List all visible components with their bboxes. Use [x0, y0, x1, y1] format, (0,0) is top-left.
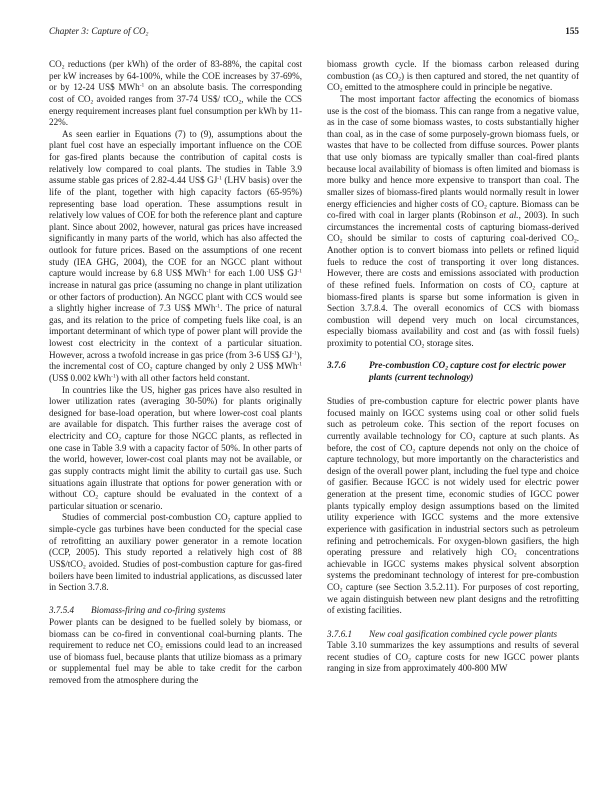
subscript: 2 [484, 204, 487, 210]
subscript: 2 [145, 31, 149, 38]
subscript: 2 [513, 552, 517, 559]
subscript: 2 [445, 365, 448, 372]
subscript: 2 [61, 64, 65, 71]
subsection-heading [49, 605, 302, 617]
chapter-title: Chapter 3: Capture of $CO_2$ [49, 26, 149, 38]
paragraph: $CO_2$ reductions (per kWh) of the order of 83-88%, the capital cost per kW increases by 64-100%, while the COE increases by 37-69%, or by 12-24 US$ MWh$^{-1}$ on an absolute basis. The corresponding cost of $CO_2$ avoided ranges from 37-74 US$/ tCO$_2$, while the CCS energy requirement increases plant fuel consumption per kWh by 11-22%. [49, 59, 302, 128]
paragraph: As seen earlier in Equations (7) to (9), assumptions about the plant fuel cost have an especially important influence on the COE for gas-fired plants because the contribution of capital costs is relatively low compared to coal plants. The studies in Table 3.9 assume stable gas prices of 2.82-4.44 US$ $GJ^{-1}$ (LHV basis) over the life of the plant, together with high capacity factors (65-95%) representing base load operation. These assumptions result in relatively low values of COE for both the reference plant and capture plant. Since about 2002, however, natural gas prices have increased significantly in many parts of the world, which has also affected the outlook for future prices. Based on the assumptions of one recent study (IEA GHG, 2004), the COE for an NGCC plant without capture would increase by 6.8 US$ MWh$^{-1}$ for each 1.00 US$ $GJ^{-1}$ increase in natural gas price (assuming no change in plant utilization or other factors of production). An NGCC plant with CCS would see a slightly higher increase of 7.3 US$ MWh$^{-1}$. The price of natural gas, and its relation to the price of competing fuels like coal, is an important determinant of which type of power plant will provide the lowest cost electricity in the context of a particular situation. However, across a twofold increase in gas price (from 3-6 US$ $GJ^{-1}$), the incremental cost of $CO_2$ capture changed by only 2 US$ MWh$^{-1}$ (US$ 0.002 kWh$^{-1}$) with all other factors held constant. [49, 128, 302, 383]
subsection-heading [327, 629, 579, 641]
superscript: -1 [139, 82, 145, 89]
section-number: 3.7.6 [327, 361, 346, 372]
subsection-title: New coal gasification combined cycle power plants [369, 628, 558, 639]
superscript: -1 [111, 373, 116, 380]
superscript: -1 [297, 268, 302, 275]
subscript: 2 [398, 76, 402, 83]
subscript: 2 [149, 366, 153, 373]
subscript: 2 [227, 517, 231, 524]
subscript: 2 [160, 645, 163, 652]
superscript: -1 [292, 350, 297, 357]
paragraph: Studies of commercial post-combustion $CO_2$ capture applied to simple-cycle gas turbines have been conducted for the special case of retrofitting an auxiliary power generator in a remote location (CCP, 2005). This study reported a relatively high cost of 88 US$/tCO$_2$ avoided. Studies of post-combustion capture for gas-fired boilers have been limited to industrial applications, as discussed later in Section 3.7.8. [49, 512, 302, 593]
subscript: 2 [118, 436, 122, 443]
section-title: Pre-combustion $CO_2$ capture cost for electric power plants (current technology) [369, 361, 566, 383]
subscript: 2 [421, 343, 425, 350]
subsection-number: 3.7.5.4 [49, 605, 75, 616]
subscript: 2 [339, 87, 343, 94]
subscript: 2 [238, 99, 242, 106]
paragraph: biomass growth cycle. If the biomass carbon released during combustion (as $CO_2$) is then captured and stored, the net quantity of $CO_2$ emitted to the atmosphere could in principle be negative. [327, 59, 579, 94]
page-number: 155 [565, 26, 579, 36]
paragraph: Studies of pre-combustion capture for electric power plants have focused mainly on IGCC systems using coal or other solid fuels such as petroleum coke. This section of the report focuses on currently available technology for $CO_2$ capture at such plants. As before, the cost of $CO_2$ capture depends not only on the choice of capture technology, but more importantly on the characteristics and design of the overall power plant, including the fuel type and choice of gasifier. Because IGCC is not widely used for electric power generation at the present time, economic studies of IGCC power plants typically employ design assumptions based on the limited utility experience with IGCC systems and the more extensive experience with gasification in industrial sectors such as petroleum refining and petrochemicals. For oxygen-blown gasifiers, the high operating pressure and relatively high $CO_2$ concentrations achievable in IGCC systems makes physical solvent absorption systems the predominant technology of interest for pre-combustion $CO_2$ capture (see Section 3.5.2.11). For purposes of cost reporting, we again distinguish between new plant designs and the retrofitting of existing facilities. [327, 396, 579, 616]
subsection-title: Biomass-firing and co-firing systems [91, 605, 226, 616]
subscript: 2 [472, 436, 476, 443]
subscript: 2 [339, 587, 343, 594]
subscript: 2 [532, 285, 536, 292]
superscript: -1 [297, 361, 302, 368]
running-header [49, 26, 579, 42]
subscript: 2 [90, 99, 94, 106]
italic-text: et al. [499, 210, 519, 221]
paragraph: In countries like the US, higher gas prices have also resulted in lower utilization rates (averaging 30-50%) for plants originally designed for base-load operation, but where lower-cost coal plants are available for dispatch. This further raises the average cost of electricity and $CO_2$ capture for those NGCC plants, as reflected in one case in Table 3.9 with a capacity factor of 50%. In other parts of the world, however, lower-cost coal plants may not be available, or gas supply contracts might limit the ability to curtail gas use. Such situations again illustrate that options for power generation with or without $CO_2$ capture should be evaluated in the context of a particular situation or scenario. [49, 384, 303, 511]
subscript: 2 [95, 494, 99, 501]
subscript: 2 [408, 657, 411, 664]
section-heading [327, 361, 579, 384]
subscript: 2 [82, 564, 86, 571]
paragraph: Power plants can be designed to be fuelled solely by biomass, or biomass can be co-fired in conventional coal-burning plants. The requirement to reduce net $CO_2$ emissions could lead to an increased use of biomass fuel, because plants that utilize biomass as a primary or supplemental fuel may be able to take credit for the carbon removed from the atmosphere during the [49, 616, 302, 686]
superscript: -1 [217, 175, 222, 182]
subscript: 2 [412, 448, 416, 455]
subsection-number: 3.7.6.1 [327, 628, 353, 639]
paragraph: The most important factor affecting the economics of biomass use is the cost of the biomass. This can range from a negative value, as in the case of some biomass wastes, to costs substantially higher than coal, as in the case of some purposely-grown biomass fuels, or wastes that have to be collected from diffuse sources. Power plants that use only biomass are typically smaller than coal-fired plants because local availability of biomass is often limited and biomass is more bulky and hence more expensive to transport than coal. The smaller sizes of biomass-fired plants would normally result in lower energy efficiencies and higher costs of $CO_2$ capture. Biomass can be co-fired with coal in larger plants (Robinson et al., 2003). In such circumstances the incremental costs of capturing biomass-derived $CO_2$ should be similar to costs of capturing coal-derived $CO_2$. Another option is to convert biomass into pellets or refined liquid fuels to reduce the cost of transporting it over long distances. However, there are costs and emissions associated with production of these refined fuels. Information on costs of $CO_2$ capture at biomass-fired plants is sparse but some information is given in Section 3.7.8.4. The overall economics of CCS with biomass combustion will depend very much on local circumstances, especially biomass availability and cost and (as with fossil fuels) proximity to potential $CO_2$ storage sites. [327, 93, 580, 350]
subscript: 2 [573, 238, 577, 245]
superscript: -1 [206, 268, 212, 275]
paragraph: Table 3.10 summarizes the key assumptions and results of several recent studies of $CO_2$ capture costs for new IGCC power plants ranging in size from approximately 400-800 MW [327, 640, 579, 674]
superscript: -1 [215, 303, 221, 310]
left-column [49, 59, 302, 687]
right-column [327, 59, 579, 675]
subscript: 2 [339, 238, 343, 245]
